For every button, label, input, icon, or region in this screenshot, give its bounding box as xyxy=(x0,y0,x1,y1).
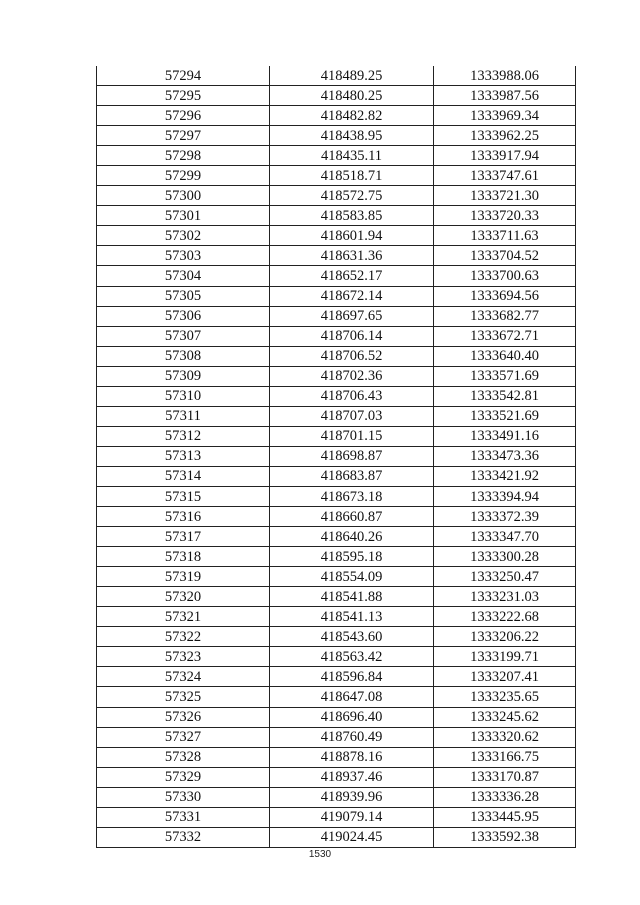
x-coordinate-cell: 418760.49 xyxy=(270,727,434,747)
x-coordinate-cell: 418435.11 xyxy=(270,146,434,166)
table-row xyxy=(97,807,576,827)
point-id-cell: 57294 xyxy=(97,66,270,86)
y-coordinate-cell: 1333250.47 xyxy=(434,567,576,587)
table-row xyxy=(97,326,576,346)
point-id-cell: 57330 xyxy=(97,787,270,807)
table-row xyxy=(97,366,576,386)
point-id-cell: 57296 xyxy=(97,106,270,126)
x-coordinate-cell: 418683.87 xyxy=(270,466,434,486)
y-coordinate-cell: 1333421.92 xyxy=(434,466,576,486)
point-id-cell: 57315 xyxy=(97,486,270,506)
x-coordinate-cell: 418583.85 xyxy=(270,206,434,226)
y-coordinate-cell: 1333747.61 xyxy=(434,166,576,186)
y-coordinate-cell: 1333372.39 xyxy=(434,507,576,527)
x-coordinate-cell: 418554.09 xyxy=(270,567,434,587)
point-id-cell: 57319 xyxy=(97,567,270,587)
x-coordinate-cell: 418878.16 xyxy=(270,747,434,767)
x-coordinate-cell: 418489.25 xyxy=(270,66,434,86)
table-row xyxy=(97,687,576,707)
table-row xyxy=(97,106,576,126)
table-row xyxy=(97,647,576,667)
y-coordinate-cell: 1333704.52 xyxy=(434,246,576,266)
y-coordinate-cell: 1333711.63 xyxy=(434,226,576,246)
table-row xyxy=(97,567,576,587)
table-row xyxy=(97,306,576,326)
table-row xyxy=(97,507,576,527)
page-number: 1530 xyxy=(308,849,332,860)
x-coordinate-cell: 418647.08 xyxy=(270,687,434,707)
x-coordinate-cell: 418601.94 xyxy=(270,226,434,246)
table-row xyxy=(97,146,576,166)
point-id-cell: 57328 xyxy=(97,747,270,767)
table-row xyxy=(97,707,576,727)
table-row xyxy=(97,667,576,687)
y-coordinate-cell: 1333166.75 xyxy=(434,747,576,767)
table-row xyxy=(97,547,576,567)
y-coordinate-cell: 1333720.33 xyxy=(434,206,576,226)
x-coordinate-cell: 418672.14 xyxy=(270,286,434,306)
x-coordinate-cell: 418482.82 xyxy=(270,106,434,126)
y-coordinate-cell: 1333245.62 xyxy=(434,707,576,727)
x-coordinate-cell: 418518.71 xyxy=(270,166,434,186)
table-row xyxy=(97,827,576,847)
y-coordinate-cell: 1333917.94 xyxy=(434,146,576,166)
point-id-cell: 57331 xyxy=(97,807,270,827)
table-row xyxy=(97,166,576,186)
y-coordinate-cell: 1333962.25 xyxy=(434,126,576,146)
y-coordinate-cell: 1333571.69 xyxy=(434,366,576,386)
table-row xyxy=(97,627,576,647)
table-row xyxy=(97,767,576,787)
table-row xyxy=(97,186,576,206)
point-id-cell: 57301 xyxy=(97,206,270,226)
point-id-cell: 57303 xyxy=(97,246,270,266)
y-coordinate-cell: 1333491.16 xyxy=(434,426,576,446)
point-id-cell: 57306 xyxy=(97,306,270,326)
point-id-cell: 57311 xyxy=(97,406,270,426)
table-row xyxy=(97,266,576,286)
table-row xyxy=(97,727,576,747)
table-row xyxy=(97,527,576,547)
x-coordinate-cell: 418706.14 xyxy=(270,326,434,346)
point-id-cell: 57324 xyxy=(97,667,270,687)
x-coordinate-cell: 418697.65 xyxy=(270,306,434,326)
x-coordinate-cell: 418543.60 xyxy=(270,627,434,647)
x-coordinate-cell: 418706.52 xyxy=(270,346,434,366)
x-coordinate-cell: 418673.18 xyxy=(270,486,434,506)
table-row xyxy=(97,426,576,446)
y-coordinate-cell: 1333700.63 xyxy=(434,266,576,286)
x-coordinate-cell: 418707.03 xyxy=(270,406,434,426)
x-coordinate-cell: 419024.45 xyxy=(270,827,434,847)
table-row xyxy=(97,206,576,226)
x-coordinate-cell: 418640.26 xyxy=(270,527,434,547)
y-coordinate-cell: 1333694.56 xyxy=(434,286,576,306)
x-coordinate-cell: 418706.43 xyxy=(270,386,434,406)
y-coordinate-cell: 1333207.41 xyxy=(434,667,576,687)
coordinates-table-body xyxy=(97,66,576,847)
x-coordinate-cell: 418480.25 xyxy=(270,86,434,106)
table-row xyxy=(97,446,576,466)
x-coordinate-cell: 418660.87 xyxy=(270,507,434,527)
y-coordinate-cell: 1333542.81 xyxy=(434,386,576,406)
point-id-cell: 57321 xyxy=(97,607,270,627)
y-coordinate-cell: 1333592.38 xyxy=(434,827,576,847)
y-coordinate-cell: 1333988.06 xyxy=(434,66,576,86)
point-id-cell: 57325 xyxy=(97,687,270,707)
y-coordinate-cell: 1333320.62 xyxy=(434,727,576,747)
y-coordinate-cell: 1333672.71 xyxy=(434,326,576,346)
table-row xyxy=(97,587,576,607)
y-coordinate-cell: 1333300.28 xyxy=(434,547,576,567)
point-id-cell: 57302 xyxy=(97,226,270,246)
point-id-cell: 57300 xyxy=(97,186,270,206)
table-row xyxy=(97,226,576,246)
y-coordinate-cell: 1333206.22 xyxy=(434,627,576,647)
y-coordinate-cell: 1333640.40 xyxy=(434,346,576,366)
y-coordinate-cell: 1333336.28 xyxy=(434,787,576,807)
x-coordinate-cell: 418596.84 xyxy=(270,667,434,687)
point-id-cell: 57314 xyxy=(97,466,270,486)
table-row xyxy=(97,466,576,486)
x-coordinate-cell: 418701.15 xyxy=(270,426,434,446)
table-row xyxy=(97,246,576,266)
table-row xyxy=(97,286,576,306)
x-coordinate-cell: 418563.42 xyxy=(270,647,434,667)
point-id-cell: 57329 xyxy=(97,767,270,787)
point-id-cell: 57313 xyxy=(97,446,270,466)
point-id-cell: 57305 xyxy=(97,286,270,306)
y-coordinate-cell: 1333394.94 xyxy=(434,486,576,506)
table-row xyxy=(97,66,576,86)
y-coordinate-cell: 1333231.03 xyxy=(434,587,576,607)
point-id-cell: 57316 xyxy=(97,507,270,527)
point-id-cell: 57323 xyxy=(97,647,270,667)
point-id-cell: 57326 xyxy=(97,707,270,727)
point-id-cell: 57308 xyxy=(97,346,270,366)
y-coordinate-cell: 1333521.69 xyxy=(434,406,576,426)
y-coordinate-cell: 1333170.87 xyxy=(434,767,576,787)
x-coordinate-cell: 418631.36 xyxy=(270,246,434,266)
point-id-cell: 57298 xyxy=(97,146,270,166)
y-coordinate-cell: 1333721.30 xyxy=(434,186,576,206)
point-id-cell: 57304 xyxy=(97,266,270,286)
point-id-cell: 57297 xyxy=(97,126,270,146)
table-row xyxy=(97,787,576,807)
y-coordinate-cell: 1333199.71 xyxy=(434,647,576,667)
table-row xyxy=(97,86,576,106)
x-coordinate-cell: 418595.18 xyxy=(270,547,434,567)
x-coordinate-cell: 418698.87 xyxy=(270,446,434,466)
point-id-cell: 57309 xyxy=(97,366,270,386)
y-coordinate-cell: 1333987.56 xyxy=(434,86,576,106)
y-coordinate-cell: 1333445.95 xyxy=(434,807,576,827)
y-coordinate-cell: 1333235.65 xyxy=(434,687,576,707)
x-coordinate-cell: 418541.13 xyxy=(270,607,434,627)
x-coordinate-cell: 418696.40 xyxy=(270,707,434,727)
coordinates-table xyxy=(96,66,576,848)
point-id-cell: 57312 xyxy=(97,426,270,446)
table-row xyxy=(97,346,576,366)
x-coordinate-cell: 419079.14 xyxy=(270,807,434,827)
table-row xyxy=(97,607,576,627)
x-coordinate-cell: 418939.96 xyxy=(270,787,434,807)
x-coordinate-cell: 418937.46 xyxy=(270,767,434,787)
x-coordinate-cell: 418438.95 xyxy=(270,126,434,146)
point-id-cell: 57322 xyxy=(97,627,270,647)
point-id-cell: 57327 xyxy=(97,727,270,747)
y-coordinate-cell: 1333347.70 xyxy=(434,527,576,547)
table-row xyxy=(97,386,576,406)
point-id-cell: 57307 xyxy=(97,326,270,346)
point-id-cell: 57332 xyxy=(97,827,270,847)
x-coordinate-cell: 418652.17 xyxy=(270,266,434,286)
y-coordinate-cell: 1333473.36 xyxy=(434,446,576,466)
point-id-cell: 57317 xyxy=(97,527,270,547)
table-row xyxy=(97,747,576,767)
y-coordinate-cell: 1333969.34 xyxy=(434,106,576,126)
x-coordinate-cell: 418541.88 xyxy=(270,587,434,607)
y-coordinate-cell: 1333222.68 xyxy=(434,607,576,627)
table-row xyxy=(97,126,576,146)
x-coordinate-cell: 418702.36 xyxy=(270,366,434,386)
point-id-cell: 57310 xyxy=(97,386,270,406)
table-row xyxy=(97,406,576,426)
point-id-cell: 57320 xyxy=(97,587,270,607)
y-coordinate-cell: 1333682.77 xyxy=(434,306,576,326)
x-coordinate-cell: 418572.75 xyxy=(270,186,434,206)
point-id-cell: 57295 xyxy=(97,86,270,106)
point-id-cell: 57299 xyxy=(97,166,270,186)
point-id-cell: 57318 xyxy=(97,547,270,567)
table-row xyxy=(97,486,576,506)
